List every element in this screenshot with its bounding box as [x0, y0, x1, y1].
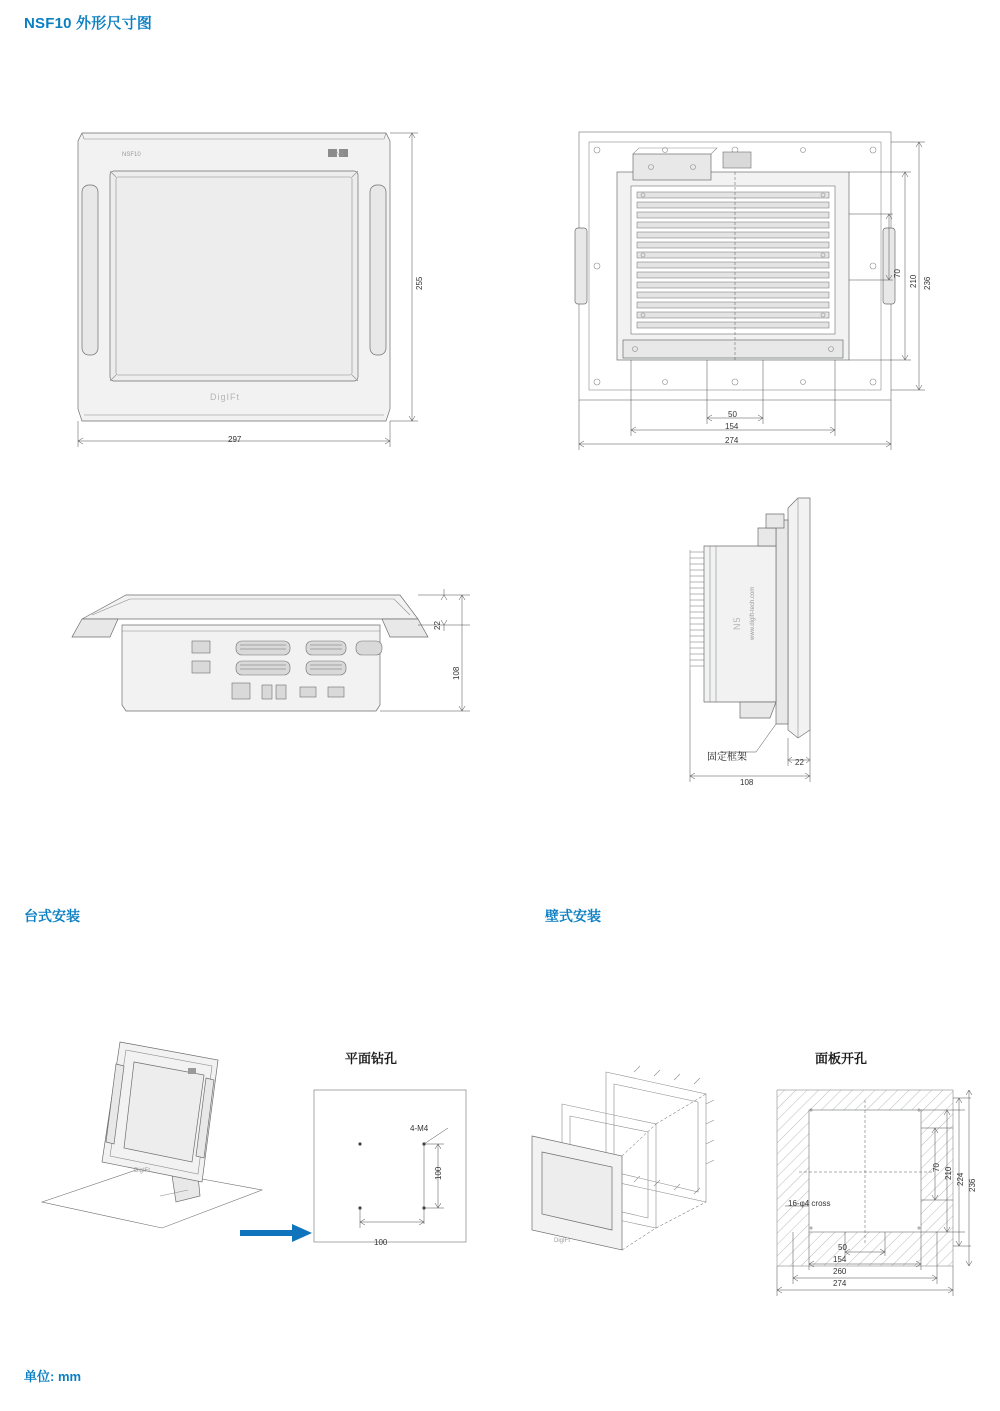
cutout-dim-154: 154 [833, 1255, 847, 1264]
svg-text:www.digift-tech.com: www.digift-tech.com [750, 586, 756, 640]
cutout-dim-274: 274 [833, 1279, 847, 1288]
unit-note: 单位: mm [24, 1369, 82, 1384]
rear-dim-236: 236 [923, 276, 932, 290]
rear-view-dimension-lines [575, 128, 935, 458]
cutout-dim-260: 260 [833, 1267, 847, 1276]
side-dim-22: 22 [795, 758, 804, 767]
svg-text:DigIFt: DigIFt [134, 1168, 151, 1174]
side-bracket-label: 固定框架 [707, 752, 747, 763]
cutout-dim-50: 50 [838, 1243, 847, 1252]
svg-text:NSF10: NSF10 [122, 152, 141, 158]
planar-drilling-drawing [312, 1088, 472, 1248]
rear-dim-274: 274 [725, 436, 739, 445]
drill-dim-4m4: 4-M4 [410, 1124, 429, 1133]
svg-text:DigIFt: DigIFt [554, 1238, 571, 1244]
desk-mount-heading: 台式安装 [24, 908, 80, 924]
wall-mount-heading: 壁式安装 [545, 908, 601, 924]
cutout-dim-210: 210 [944, 1166, 953, 1180]
side-dim-108: 108 [740, 778, 754, 787]
panel-cutout-heading: 面板开孔 [815, 1051, 868, 1066]
drill-dim-100-v: 100 [434, 1166, 443, 1180]
desk-mount-illustration [30, 1020, 280, 1240]
cutout-cross-note: 16-φ4 cross [788, 1199, 831, 1208]
svg-text:N5: N5 [336, 152, 344, 158]
cutout-dim-224: 224 [956, 1172, 965, 1186]
wall-mount-illustration [510, 1060, 750, 1260]
front-height-dim: 255 [415, 276, 424, 290]
cutout-dim-236: 236 [968, 1178, 977, 1192]
page-title: NSF10 外形尺寸图 [24, 15, 153, 32]
rear-dim-154: 154 [725, 422, 739, 431]
front-width-dim: 297 [228, 435, 242, 444]
desk-mount-arrow [240, 1222, 320, 1246]
svg-text:N5: N5 [732, 616, 742, 630]
bottom-dim-108: 108 [452, 666, 461, 680]
drill-dim-100-h: 100 [374, 1238, 388, 1247]
svg-text:DigIFt: DigIFt [210, 392, 241, 402]
cutout-dim-70: 70 [932, 1163, 941, 1172]
bottom-view-dimension-lines [70, 585, 470, 755]
panel-cutout-drawing [775, 1088, 975, 1303]
bottom-dim-22: 22 [433, 621, 442, 630]
rear-dim-50: 50 [728, 410, 737, 419]
planar-drilling-heading: 平面钻孔 [345, 1051, 398, 1066]
rear-dim-70: 70 [893, 269, 902, 278]
front-view-dimension-lines [70, 125, 450, 455]
rear-dim-210: 210 [909, 274, 918, 288]
